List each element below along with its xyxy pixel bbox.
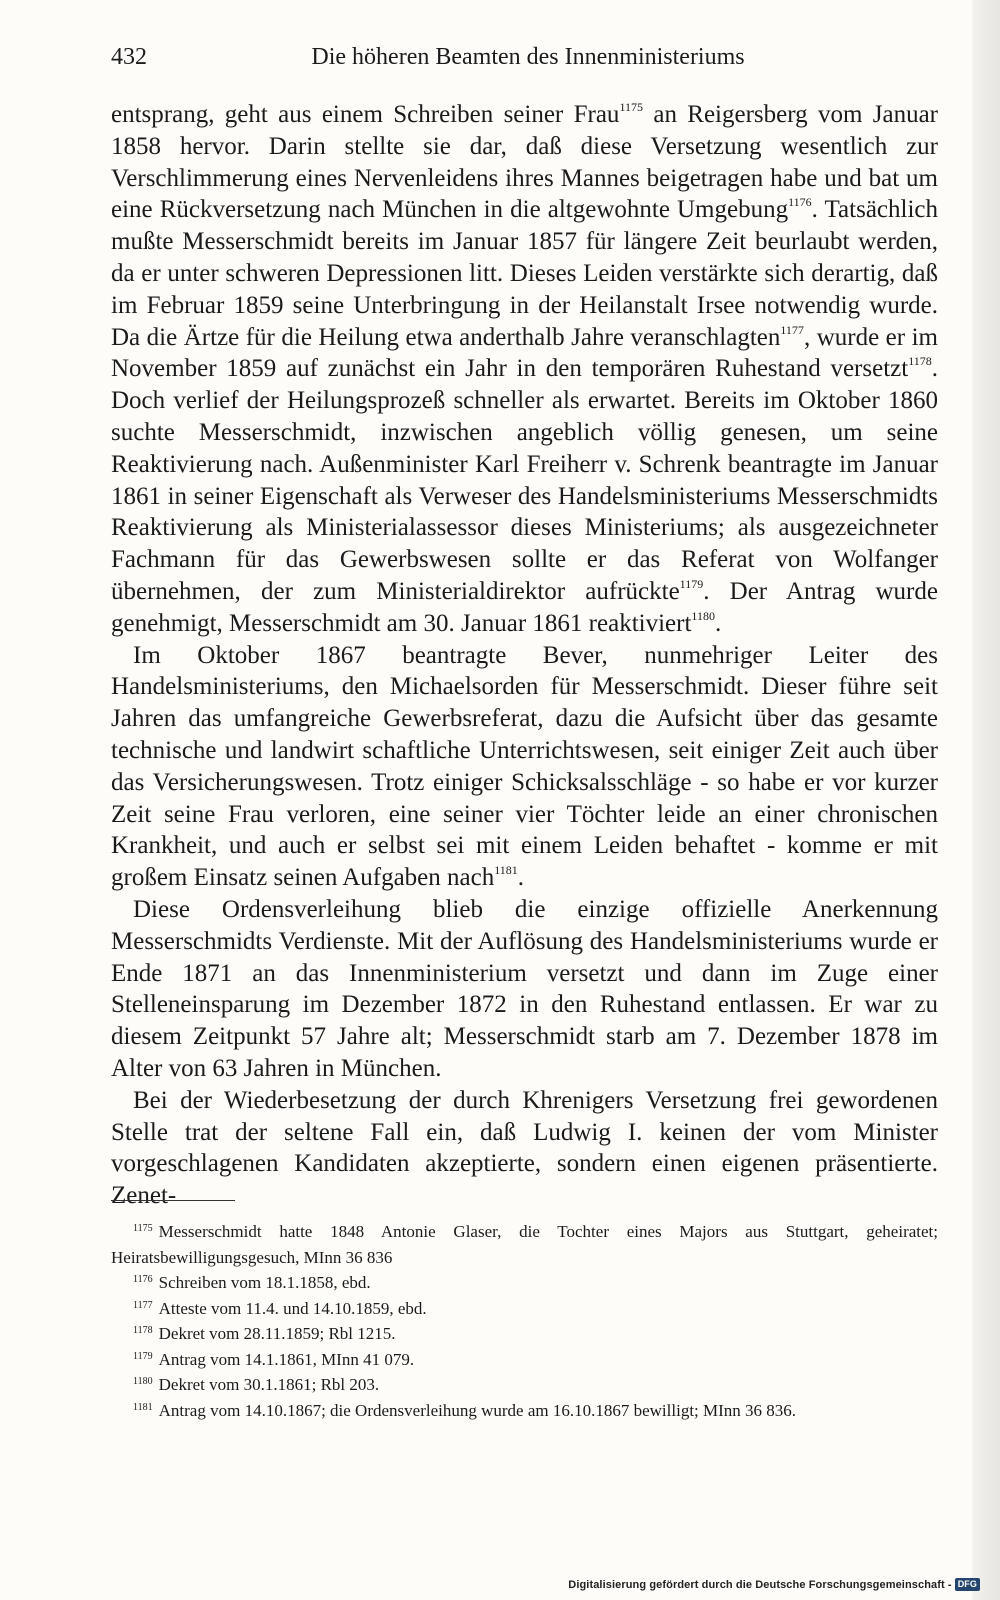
text-run: Im Oktober 1867 beantragte Bever, nunmehriger Leiter des Handelsministeriums, den Michaelsorden für Messerschmidt. Dieser führe seit Jahren das umfangreiche Gewerbsreferat, dazu die Aufsicht über das gesamte technische und landwirt schaftliche Unterrichtswesen, seit einiger Zeit auch über das Versicherungswesen. Trotz einiger Schicksalsschläge - so habe er vor kurzer Zeit seine Frau verloren, eine seiner vier Töchter leide an einer chronischen Krankheit, und auch er selbst sei mit einem Leiden behaftet - komme er mit großem Einsatz seinen Aufgaben nach bbox=[111, 641, 938, 892]
footnote-reference: 1177 bbox=[780, 322, 804, 337]
page-number: 432 bbox=[111, 44, 147, 70]
text-run: . Doch verlief der Heilungsprozeß schneller als erwartet. Bereits im Oktober 1860 suchte Messerschmidt, inzwischen angeblich völlig genesen, um seine Reaktivierung nach. Außenminister Karl Freiherr v. Schrenk beantragte im Januar 1861 in seiner Eigenschaft als Verweser des Handelsministeriums Messerschmidts Reaktivierung als Ministerialassessor dieses Ministeriums; als ausgezeichneter Fachmann für das Gewerbswesen sollte er das Referat von Wolfanger übernehmen, der zum Ministerialdirektor aufrückte bbox=[111, 355, 938, 605]
footnote-number: 1179 bbox=[133, 1350, 153, 1362]
footnote-number: 1175 bbox=[133, 1223, 153, 1234]
digitization-credit bbox=[568, 1578, 980, 1591]
footnote-item bbox=[111, 1398, 938, 1424]
text-run: . bbox=[517, 864, 525, 892]
footnotes-section bbox=[111, 1219, 938, 1423]
body-paragraph bbox=[111, 894, 938, 1085]
dfg-logo: DFG bbox=[955, 1578, 980, 1591]
footnote-item bbox=[111, 1296, 938, 1322]
page-gutter-shadow bbox=[972, 0, 1000, 1600]
main-text-body bbox=[111, 99, 938, 1212]
digitization-credit-text: Digitalisierung gefördert durch die Deutsche Forschungsgemeinschaft - bbox=[568, 1578, 952, 1591]
text-run: , wurde er im November 1859 auf zunächst ein Jahr in den temporären Ruhestand versetzt bbox=[111, 323, 938, 383]
footnote-separator-rule bbox=[111, 1200, 235, 1201]
footnote-number: 1180 bbox=[133, 1376, 153, 1387]
footnote-text: Dekret vom 30.1.1861; Rbl 203. bbox=[158, 1375, 380, 1394]
footnote-number: 1178 bbox=[133, 1325, 153, 1336]
footnote-item bbox=[111, 1372, 938, 1398]
footnote-reference: 1178 bbox=[908, 354, 932, 369]
footnote-text: Messerschmidt hatte 1848 Antonie Glaser, die Tochter eines Majors aus Stuttgart, geheiratet; Heiratsbewilligungsgesuch, MInn 36 836 bbox=[111, 1222, 938, 1267]
footnote-text: Antrag vom 14.10.1867; die Ordensverleihung wurde am 16.10.1867 bewilligt; MInn 36 836. bbox=[158, 1400, 797, 1420]
footnote-number: 1181 bbox=[133, 1401, 153, 1413]
text-run: . Tatsächlich mußte Messerschmidt bereits im Januar 1857 für längere Zeit beurlaubt werden, da er unter schweren Depressionen litt. Dieses Leiden verstärkte sich derartig, daß im Februar 1859 seine Unterbringung in der Heilanstalt Irsee notwendig wurde. Da die Ärtze für die Heilung etwa anderthalb Jahre veranschlagten bbox=[111, 196, 939, 351]
footnote-item bbox=[111, 1347, 938, 1373]
text-run: Diese Ordensverleihung blieb die einzige offizielle Anerkennung Messerschmidts Verdienste. Mit der Auflösung des Handelsministeriums wurde er Ende 1871 an das Innenministerium versetzt und dann im Zuge einer Stelleneinsparung im Dezember 1872 in den Ruhestand entlassen. Er war zu diesem Zeitpunkt 57 Jahre alt; Messerschmidt starb am 7. Dezember 1878 im Alter von 63 Jahren in München. bbox=[111, 895, 938, 1082]
body-paragraph bbox=[111, 1085, 938, 1212]
footnote-text: Schreiben vom 18.1.1858, ebd. bbox=[158, 1273, 371, 1292]
footnote-text: Atteste vom 11.4. und 14.10.1859, ebd. bbox=[158, 1298, 427, 1318]
body-paragraph bbox=[111, 640, 938, 894]
footnote-text: Antrag vom 14.1.1861, MInn 41 079. bbox=[158, 1349, 415, 1369]
text-run: an Reigersberg vom Januar 1858 hervor. Darin stellte sie dar, daß diese Versetzung wesentlich zur Verschlimmerung eines Nervenleidens ihres Mannes beigetragen habe und bat um eine Rückversetzung nach München in die altgewohnte Umgebung bbox=[111, 101, 938, 224]
footnote-reference: 1176 bbox=[788, 195, 812, 210]
footnote-number: 1176 bbox=[133, 1274, 153, 1285]
text-run: . Der Antrag wurde genehmigt, Messerschmidt am 30. Januar 1861 reaktiviert bbox=[111, 577, 938, 637]
footnote-text: Dekret vom 28.11.1859; Rbl 1215. bbox=[158, 1324, 396, 1343]
footnote-item bbox=[111, 1321, 938, 1347]
footnote-item bbox=[111, 1270, 938, 1296]
footnote-reference: 1175 bbox=[619, 100, 643, 114]
text-run: Bei der Wiederbesetzung der durch Khrenigers Versetzung frei gewordenen Stelle trat der seltene Fall ein, daß Ludwig I. keinen der vom Minister vorgeschlagenen Kandidaten akzeptierte, sondern einen eigenen präsentierte. Zenet- bbox=[111, 1086, 938, 1210]
running-title: Die höheren Beamten des Innenministeriums bbox=[311, 44, 745, 70]
footnote-reference: 1180 bbox=[691, 608, 715, 623]
footnote-reference: 1181 bbox=[494, 863, 518, 878]
body-paragraph bbox=[111, 99, 938, 640]
footnote-number: 1177 bbox=[133, 1299, 153, 1311]
text-run: . bbox=[714, 609, 722, 637]
footnote-reference: 1179 bbox=[679, 576, 704, 591]
text-run: entsprang, geht aus einem Schreiben seiner Frau bbox=[111, 101, 620, 128]
footnote-item bbox=[111, 1219, 938, 1270]
